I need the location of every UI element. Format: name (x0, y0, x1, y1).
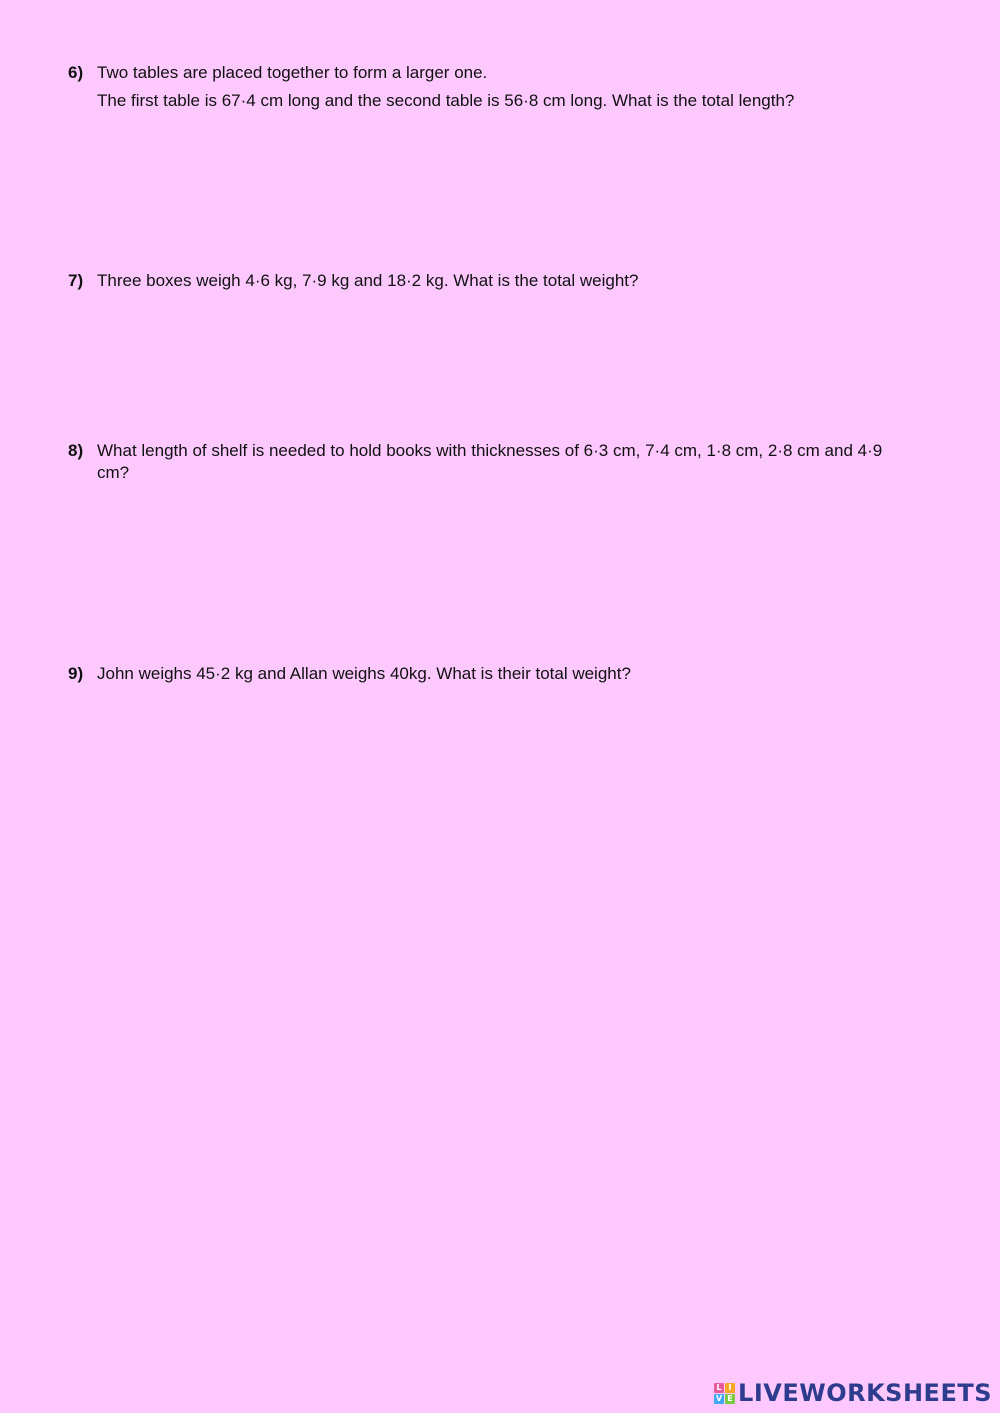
question-number: 8) (68, 441, 84, 460)
question-line: Two tables are placed together to form a larger one. (97, 63, 488, 82)
question-7 (68, 270, 898, 292)
liveworksheets-logo (714, 1378, 992, 1408)
question-line: Three boxes weigh 4·6 kg, 7·9 kg and 18·2 kg. What is the total weight? (97, 271, 639, 290)
logo-text: LIVEWORKSHEETS (738, 1379, 992, 1407)
logo-mark-icon (714, 1383, 735, 1404)
question-9 (68, 663, 898, 685)
question-number: 7) (68, 271, 84, 290)
question-8 (68, 440, 898, 484)
question-text (97, 62, 898, 112)
question-line: The first table is 67·4 cm long and the second table is 56·8 cm long. What is the total length? (97, 91, 795, 110)
logo-mark-letter: E (725, 1394, 735, 1404)
question-line: John weighs 45·2 kg and Allan weighs 40kg. What is their total weight? (97, 664, 631, 683)
question-text (97, 663, 898, 685)
logo-mark-letter: I (725, 1383, 735, 1393)
question-text (97, 440, 898, 484)
logo-mark-letter: V (715, 1393, 723, 1403)
question-number: 9) (68, 664, 84, 683)
question-line: What length of shelf is needed to hold books with thicknesses of 6·3 cm, 7·4 cm, 1·8 cm, 2·8 cm and 4·9 cm? (97, 441, 883, 482)
question-number: 6) (68, 63, 84, 82)
question-text (97, 270, 898, 292)
question-6 (68, 62, 898, 112)
logo-mark-letter: L (714, 1383, 724, 1393)
